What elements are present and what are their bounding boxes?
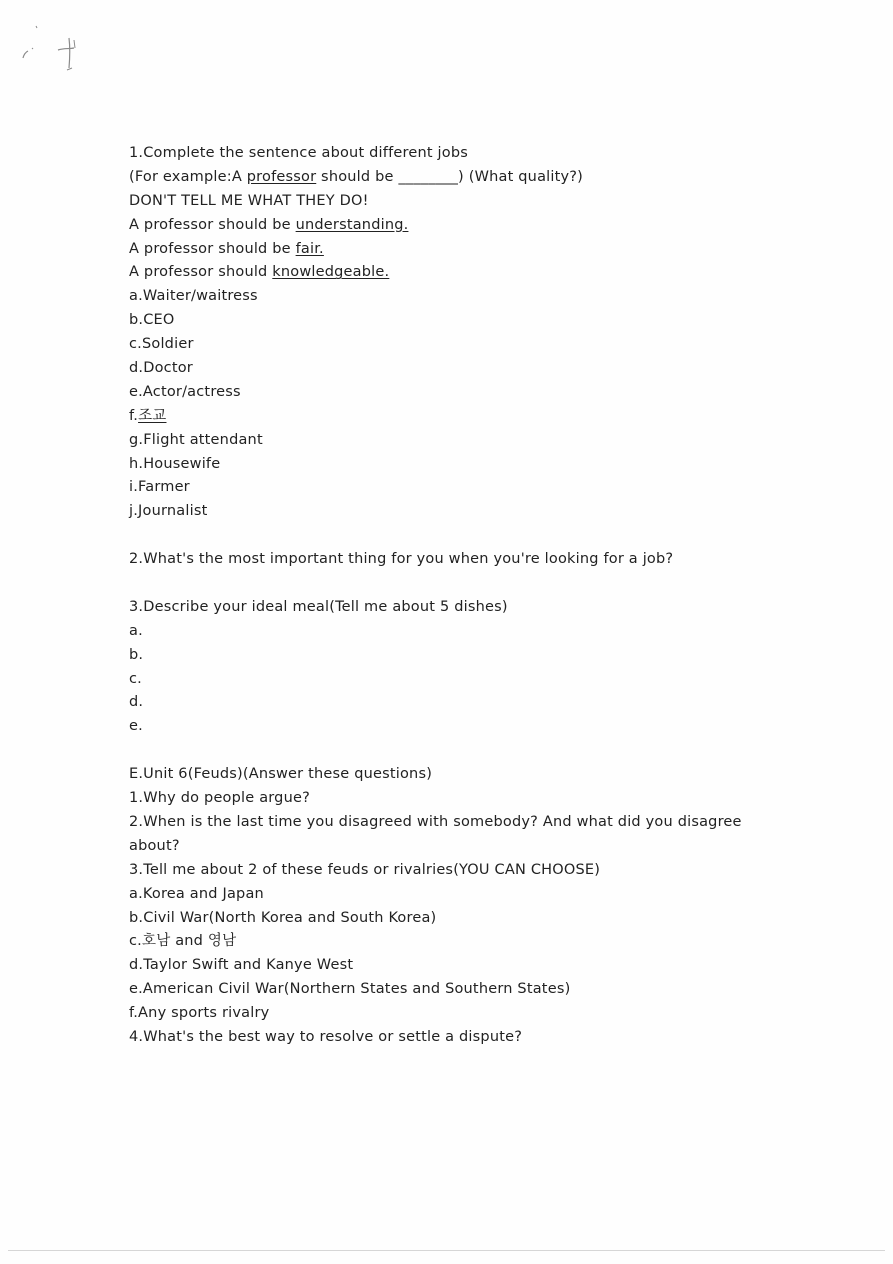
sample-prefix: A professor should xyxy=(129,264,273,281)
feud-option: d.Taylor Swift and Kanye West xyxy=(129,957,354,974)
handwritten-mark xyxy=(14,18,84,78)
job-item: d.Doctor xyxy=(129,360,193,377)
scan-edge-line xyxy=(8,1250,885,1251)
job-item xyxy=(129,405,779,429)
sample-prefix: A professor should be xyxy=(129,216,296,233)
sample-answer-word: understanding. xyxy=(295,216,409,233)
meal-item: a. xyxy=(129,622,143,639)
sample-answer xyxy=(129,238,779,262)
spacer xyxy=(129,524,779,548)
feud-question: 1.Why do people argue? xyxy=(129,790,310,807)
job-letter: f. xyxy=(129,407,139,424)
sample-prefix: A professor should be xyxy=(129,240,296,257)
sample-answer-word: knowledgeable. xyxy=(272,264,390,281)
job-item: j.Journalist xyxy=(129,503,208,520)
meal-item: e. xyxy=(129,718,143,735)
feud-option: b.Civil War(North Korea and South Korea) xyxy=(129,909,437,926)
feud-option: f.Any sports rivalry xyxy=(129,1005,270,1022)
meal-item: d. xyxy=(129,694,144,711)
example-line xyxy=(129,166,779,190)
spacer xyxy=(129,572,779,596)
section2-question: 2.What's the most important thing for you when you're looking for a job? xyxy=(129,551,674,568)
sample-answer-word: fair. xyxy=(295,240,324,257)
job-korean-word: 조교 xyxy=(138,407,167,424)
spacer xyxy=(129,739,779,763)
feud-option: c.호남 and 영남 xyxy=(129,933,237,950)
meal-item: c. xyxy=(129,670,142,687)
job-item: a.Waiter/waitress xyxy=(129,288,258,305)
job-item: g.Flight attendant xyxy=(129,431,263,448)
job-item: c.Soldier xyxy=(129,336,194,353)
example-prefix: (For example:A xyxy=(129,168,247,185)
sample-answer xyxy=(129,214,779,238)
feud-question: 3.Tell me about 2 of these feuds or rivalries(YOU CAN CHOOSE) xyxy=(129,861,601,878)
job-item: b.CEO xyxy=(129,312,175,329)
feud-question: 2.When is the last time you disagreed with somebody? And what did you disagree about? xyxy=(129,813,742,854)
job-item: e.Actor/actress xyxy=(129,383,241,400)
feud-question: 4.What's the best way to resolve or settle a dispute? xyxy=(129,1028,523,1045)
example-suffix: ) (What quality?) xyxy=(458,168,584,185)
feud-option: e.American Civil War(Northern States and Southern States) xyxy=(129,981,571,998)
warning-text: DON'T TELL ME WHAT THEY DO! xyxy=(129,192,369,209)
section3-question: 3.Describe your ideal meal(Tell me about 5 dishes) xyxy=(129,598,508,615)
sectionE-heading: E.Unit 6(Feuds)(Answer these questions) xyxy=(129,766,433,783)
sample-answer xyxy=(129,261,779,285)
feud-option: a.Korea and Japan xyxy=(129,885,264,902)
meal-item: b. xyxy=(129,646,144,663)
job-item: h.Housewife xyxy=(129,455,221,472)
example-word: professor xyxy=(246,168,317,185)
section1-heading: 1.Complete the sentence about different jobs xyxy=(129,145,469,161)
example-mid: should be ________ xyxy=(316,168,459,185)
worksheet-content xyxy=(129,142,779,1050)
job-item: i.Farmer xyxy=(129,479,190,496)
